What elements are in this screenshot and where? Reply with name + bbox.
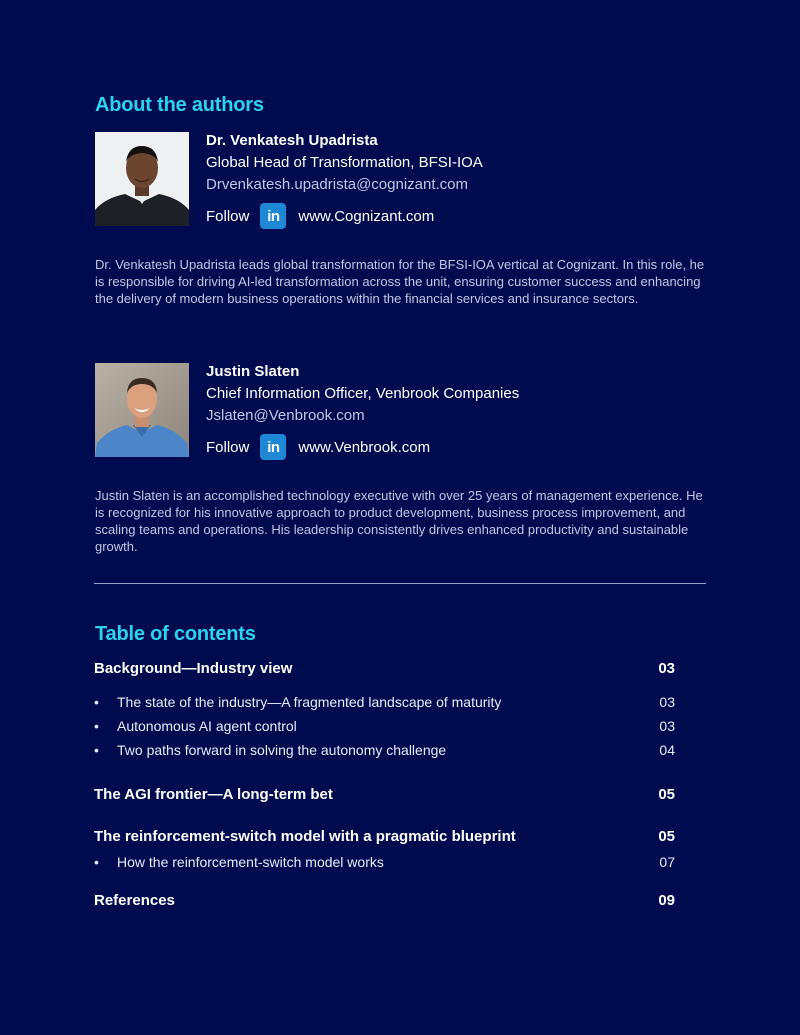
bullet-icon: • [94,694,99,710]
toc-entry-page: 07 [659,854,675,870]
toc-entry-page: 09 [658,892,675,909]
toc-subentry-how-model-works[interactable] [94,854,675,870]
website-link[interactable]: www.Venbrook.com [298,438,431,456]
linkedin-icon-label: in [267,207,280,225]
toc-subentry-agent-control[interactable] [94,718,675,734]
toc-entry-label: Background—Industry view [94,660,293,677]
author-bio: Justin Slaten is an accomplished technology executive with over 25 years of management experience. He is recognized for his innovative approach to product development, business process improvement, and scaling teams and operations. His leadership consistently drives enhanced productivity and sustainable growth. [95,488,703,554]
author-name: Dr. Venkatesh Upadrista [206,132,378,149]
website-link[interactable]: www.Cognizant.com [298,207,435,225]
toc-entry-page: 03 [659,718,675,734]
toc-entry-label: Two paths forward in solving the autonomy challenge [117,742,447,758]
author-photo [95,363,189,457]
toc-entry-page: 05 [658,828,675,845]
toc-entry-label: Autonomous AI agent control [117,718,297,734]
author-email-link[interactable]: Drvenkatesh.upadrista@cognizant.com [206,176,469,193]
toc-entry-references[interactable] [94,892,675,909]
linkedin-icon[interactable] [260,434,286,460]
toc-entry-reinforcement-switch[interactable] [94,828,675,845]
toc-subentry-two-paths[interactable] [94,742,675,758]
follow-label: Follow [206,207,250,225]
author-card [95,132,707,332]
author-email-link[interactable]: Jslaten@Venbrook.com [206,407,365,424]
follow-row [206,202,483,230]
toc-entry-label: The state of the industry—A fragmented landscape of maturity [117,694,502,710]
toc-entry-background[interactable] [94,660,675,677]
toc-title: Table of contents [95,623,256,645]
linkedin-icon-label: in [267,438,280,456]
toc-entry-label: The reinforcement-switch model with a pragmatic blueprint [94,828,516,845]
author-role: Global Head of Transformation, BFSI-IOA [206,154,483,171]
toc-subentry-state-of-industry[interactable] [94,694,675,710]
author-card [95,363,707,563]
toc-entry-page: 05 [658,786,675,803]
follow-label: Follow [206,438,250,456]
authors-section-title: About the authors [95,94,264,116]
author-bio: Dr. Venkatesh Upadrista leads global transformation for the BFSI-IOA vertical at Cognizant. In this role, he is responsible for driving AI-led transformation across the unit, ensuring customer success and enhancing the delivery of modern business operations within the financial services and insurance sectors. [95,257,705,306]
toc-entry-label: References [94,892,175,909]
author-name: Justin Slaten [206,363,300,380]
section-divider [94,583,706,584]
toc-entry-label: The AGI frontier—A long-term bet [94,786,333,803]
toc-entry-page: 03 [659,694,675,710]
bullet-icon: • [94,718,99,734]
author-photo [95,132,189,226]
toc-entry-agi-frontier[interactable] [94,786,675,803]
toc-entry-label: How the reinforcement-switch model works [117,854,384,870]
toc-entry-page: 03 [658,660,675,677]
toc-entry-page: 04 [659,742,675,758]
author-role: Chief Information Officer, Venbrook Companies [206,385,520,402]
bullet-icon: • [94,742,99,758]
follow-row [206,433,519,461]
linkedin-icon[interactable] [260,203,286,229]
bullet-icon: • [94,854,99,870]
